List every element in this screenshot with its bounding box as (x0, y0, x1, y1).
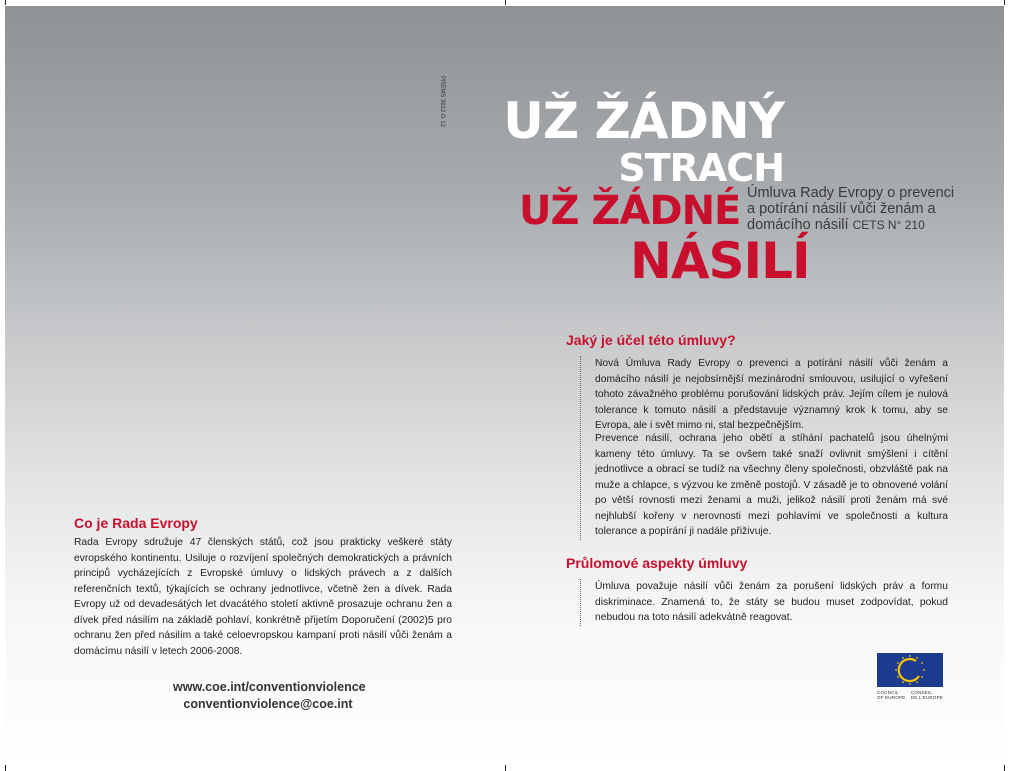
heading-breakthrough: Průlomové aspekty úmluvy (566, 555, 748, 571)
flag-star (921, 676, 923, 678)
flag-star (923, 669, 925, 671)
flag-star (902, 681, 904, 683)
flag-star (909, 655, 911, 657)
email-link[interactable]: conventionviolence@coe.int (183, 697, 353, 711)
title-line-3: UŽ ŽÁDNÉ (519, 188, 741, 234)
flag-star (921, 662, 923, 664)
title-line-1: UŽ ŽÁDNÝ (503, 92, 784, 150)
convention-line-1: Úmluva Rady Evropy o prevenci (747, 185, 955, 201)
flag-star (916, 657, 918, 659)
publication-code: PREMS 3912 G 12 (439, 76, 445, 128)
contact-block (173, 679, 366, 713)
logo-text (877, 690, 943, 700)
breakthrough-paragraph: Úmluva považuje násilí vůči ženám za porušení lidských práv a formu diskriminace. Znamená to, že státy se budou muset zodpovídat, pokud nebudou na toto násilí adekvátně reagovat. (580, 579, 948, 626)
crop-mark (1004, 765, 1005, 771)
convention-line-2: a potírání násilí vůči ženám a (747, 201, 936, 217)
flag-star (897, 662, 899, 664)
logo-fr-line-2: DE L'EUROPE (910, 695, 943, 700)
purpose-paragraph-2: Prevence násilí, ochrana jeho obětí a stíhání pachatelů jsou úhelnými kameny této úmluvy. Ta se ovšem také snaží ovlivnit smýšlení i cítění jednotlivce a obrací se tudíž na všechny členy společnosti, obzvláště pak na muže a chlapce, s výzvou ke změně postojů. V zásadě je to obnovené volání po větší rovnosti mezi ženami a muži, jelikož násilí proti ženám má své nejhlubší kořeny v nerovnosti mezi pohlavími ve společnosti a kultura tolerance a popírání ji nadále přiživuje. (580, 431, 948, 540)
logo-en-line-1: COUNCIL (877, 690, 899, 695)
logo-en-line-2: OF EUROPE (877, 695, 906, 700)
flag-star (897, 676, 899, 678)
convention-line-3-text: domácího násilí (747, 217, 849, 233)
logo-fr-line-1: CONSEIL (910, 690, 933, 695)
heading-council-of-europe: Co je Rada Evropy (74, 515, 198, 531)
crop-mark (5, 0, 6, 5)
crop-mark (505, 0, 506, 5)
title-line-2: STRACH (618, 146, 784, 190)
council-of-europe-logo (877, 653, 943, 700)
title-line-4: NÁSILÍ (630, 232, 810, 290)
convention-line-3 (747, 217, 962, 233)
flag-star (909, 683, 911, 685)
crop-mark (5, 765, 6, 771)
flag-star (916, 681, 918, 683)
flag-star (895, 669, 897, 671)
heading-purpose: Jaký je účel této úmluvy? (566, 332, 736, 348)
council-of-europe-text: Rada Evropy sdružuje 47 členských států, což jsou prakticky veškeré státy evropského kontinentu. Usiluje o rozvíjení společných demokratických a právních principů vycházejících z Evropské úmluvy o lidských právech a z dalších referenčních textů, týkajících se ochrany jednotlivce, včetně žen a dívek. Rada Evropy už od devadesátých let dvacátého století aktivně prosazuje ochranu žen a dívek před násilím na základě pohlaví, konkrétně přijetím Doporučení (2002)5 pro ochranu žen před násilím a také celoevropskou kampaní proti násilí vůči ženám a domácímu násilí v letech 2006-2008. (74, 537, 452, 657)
convention-name (747, 185, 962, 233)
crop-mark (505, 765, 506, 771)
logo-text-en (877, 690, 905, 700)
council-of-europe-flag-icon (877, 653, 943, 687)
cets-number: CETS N° 210 (852, 218, 925, 232)
purpose-paragraph-1: Nová Úmluva Rady Evropy o prevenci a potírání násilí vůči ženám a domácího násilí je nejobsírnější mezinárodní smlouvou, usilující o vyřešení tohoto závažného problému porušování lidských práv. Jejím cílem je nulová tolerance k tomuto násilí a představuje významný krok k tomu, aby se Evropa, ale i svět mimo ni, stal bezpečnějším. (580, 356, 948, 434)
logo-text-fr (911, 690, 943, 700)
website-link[interactable]: www.coe.int/conventionviolence (173, 680, 366, 694)
brochure-spread (5, 6, 1004, 765)
flag-star (902, 657, 904, 659)
crop-mark (1004, 0, 1005, 5)
